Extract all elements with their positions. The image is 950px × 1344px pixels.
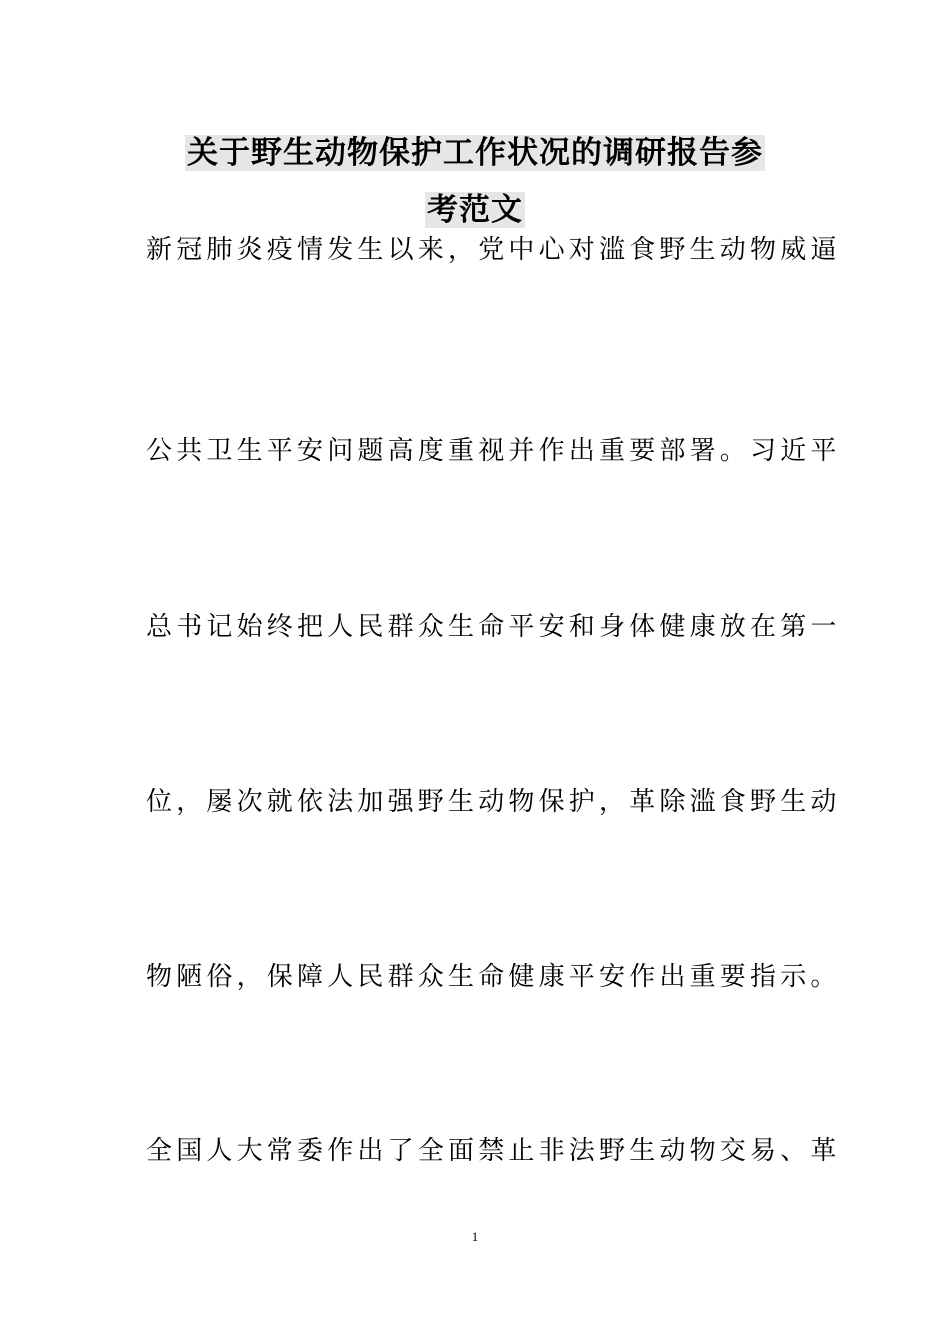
title-text-1: 关于野生动物保护工作状况的调研报告参	[187, 135, 763, 171]
body-text-line: 新冠肺炎疫情发生以来，党中心对滥食野生动物威逼	[146, 235, 841, 265]
body-text-line: 全国人大常委作出了全面禁止非法野生动物交易、革	[146, 1136, 841, 1166]
body-text-line: 总书记始终把人民群众生命平安和身体健康放在第一	[146, 612, 841, 642]
body-text-line: 位，屡次就依法加强野生动物保护，革除滥食野生动	[146, 787, 841, 817]
page-number: 1	[471, 1229, 479, 1244]
body-text-line: 物陋俗，保障人民群众生命健康平安作出重要指示。	[146, 962, 841, 992]
title-text-2: 考范文	[427, 192, 523, 228]
body-text-line: 公共卫生平安问题高度重视并作出重要部署。习近平	[146, 436, 841, 466]
document-title-line-2	[0, 188, 950, 232]
document-title-line-1	[0, 131, 950, 175]
